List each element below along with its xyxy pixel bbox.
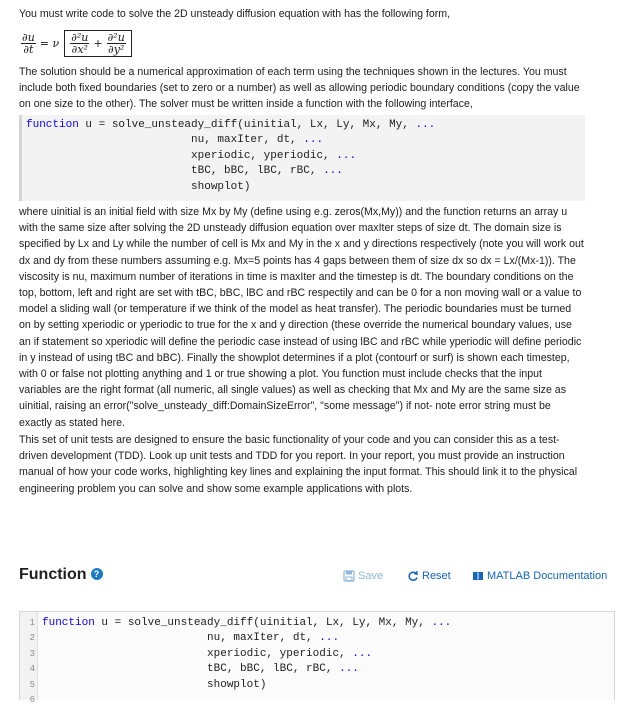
continuation-dots: ... bbox=[431, 617, 452, 629]
doc-label: MATLAB Documentation bbox=[487, 570, 608, 582]
reset-label: Reset bbox=[422, 570, 451, 582]
d2y-fraction: $\frac{\text{∂²u}}{\text{∂y²}}$ bbox=[107, 30, 125, 56]
reset-button[interactable] bbox=[407, 570, 451, 582]
plus-sign: + bbox=[93, 36, 103, 50]
editor-code-area[interactable] bbox=[42, 616, 614, 693]
editor-line-2: nu, maxIter, dt, bbox=[42, 632, 320, 645]
help-icon[interactable]: ? bbox=[91, 568, 103, 580]
code-editor[interactable] bbox=[19, 611, 615, 705]
function-header bbox=[19, 566, 615, 588]
line-number: 3 bbox=[29, 649, 35, 659]
code-line-1: u = solve_unsteady_diff(uinitial, Lx, Ly, Mx, My, bbox=[78, 119, 416, 131]
editor-line-4: tBC, bBC, lBC, rBC, bbox=[42, 663, 340, 676]
line-number: 5 bbox=[29, 680, 35, 690]
book-icon bbox=[472, 570, 484, 582]
tdd-paragraph: This set of unit tests are designed to ensure the basic functionality of your code and you can consider this as a test-driven development (TDD). Look up unit tests and TDD for you report. In your report, you must provide an instruction manual of how your code works, highlighting key lines and explaining the input format. This should link it to the physical engineering problem you can solve and show some example applications with plots. bbox=[19, 434, 578, 495]
save-label: Save bbox=[358, 570, 384, 582]
continuation-dots: ... bbox=[339, 663, 359, 676]
d2x-fraction: $\frac{\text{∂²u}}{\text{∂x²}}$ bbox=[71, 30, 89, 56]
solution-paragraph: The solution should be a numerical approximation of each term using the techniques shown in the lectures. You must include both fixed boundaries (set to zero or a number) as well as allowing periodic boundary conditions (copy the value on one size to the other). The solver must be written inside a function with the following interface, bbox=[19, 66, 580, 111]
continuation-dots: ... bbox=[336, 149, 357, 162]
code-line-5: showplot) bbox=[26, 180, 251, 193]
line-number-gutter bbox=[20, 612, 38, 705]
continuation-dots: ... bbox=[415, 119, 436, 131]
intro-text: You must write code to solve the 2D unsteady diffusion equation with has the following form, bbox=[19, 8, 451, 20]
line-number: 2 bbox=[29, 633, 35, 643]
save-button[interactable] bbox=[343, 570, 383, 582]
continuation-dots: ... bbox=[303, 134, 324, 147]
editor-line-3: xperiodic, yperiodic, bbox=[42, 647, 353, 660]
function-title: Function ? bbox=[19, 566, 103, 584]
diffusion-equation bbox=[19, 26, 132, 60]
continuation-dots: ... bbox=[323, 165, 343, 178]
code-line-2: nu, maxIter, dt, bbox=[26, 134, 304, 147]
continuation-dots: ... bbox=[352, 647, 373, 660]
interface-code-block bbox=[19, 115, 585, 201]
editor-line-5: showplot) bbox=[42, 678, 267, 691]
function-keyword: function bbox=[42, 617, 95, 629]
matlab-documentation-link[interactable] bbox=[472, 570, 607, 582]
bracket-term bbox=[64, 30, 132, 57]
save-icon bbox=[343, 570, 355, 582]
line-number: 1 bbox=[29, 618, 35, 628]
function-keyword: function bbox=[26, 119, 79, 131]
lhs-fraction: $\frac{\partial u}{\partial t}$ bbox=[22, 30, 35, 56]
code-line-4: tBC, bBC, lBC, rBC, bbox=[26, 165, 324, 178]
editor-line-1: u = solve_unsteady_diff(uinitial, Lx, Ly, Mx, My, bbox=[94, 617, 432, 629]
code-line-3: xperiodic, yperiodic, bbox=[26, 149, 337, 162]
continuation-dots: ... bbox=[319, 632, 340, 645]
line-number: 6 bbox=[29, 695, 35, 705]
reset-icon bbox=[407, 570, 419, 582]
line-number: 4 bbox=[29, 664, 35, 674]
equals-nu: = ν bbox=[39, 36, 60, 50]
description-paragraph: where uinitial is an initial field with size Mx by My (define using e.g. zeros(Mx,My)) and the function returns an array u with the same size after solving the 2D unsteady diffusion equation over maxIter steps of size dt. The domain size is specified by Lx and Ly while the number of cell is Mx and My in the x and y directions respectively (note you will work out dx and dy from these numbers assuming e.g. Mx=5 points has 4 gaps between them of size dx so dx = Lx/(Mx-1)). The viscosity is nu, maximum number of iterations in time is maxIter and the timestep is dt. The boundary conditions on the top, bottom, left and right are set with tBC, bBC, lBC and rBC respectily and can be 0 for a non moving wall or a value to model a sliding wall (or temperature if we think of the model as heat transfer). The periodic boundaries must be turned on by setting xperiodic or yperiodic to true for the x and y direction (these override the numerical boundary values, use an if statement so xperiodic will define the periodic case instead of using lBC and rBC while yperiodic will define periodic in y instead of using tBC and bBC). Finally the showplot determines if a plot (contourf or surf) is shown each timestep, with 0 or false not plotting anything and 1 or true showing a plot. You function must include checks that the input variables are the right format (all numeric, all single values) as well as checking that Mx and My are the same size as uinitial, raising an error("solve_unsteady_diff:DomainSizeError", "some message") if not- note error string must be exactly as stated here. bbox=[19, 206, 584, 429]
